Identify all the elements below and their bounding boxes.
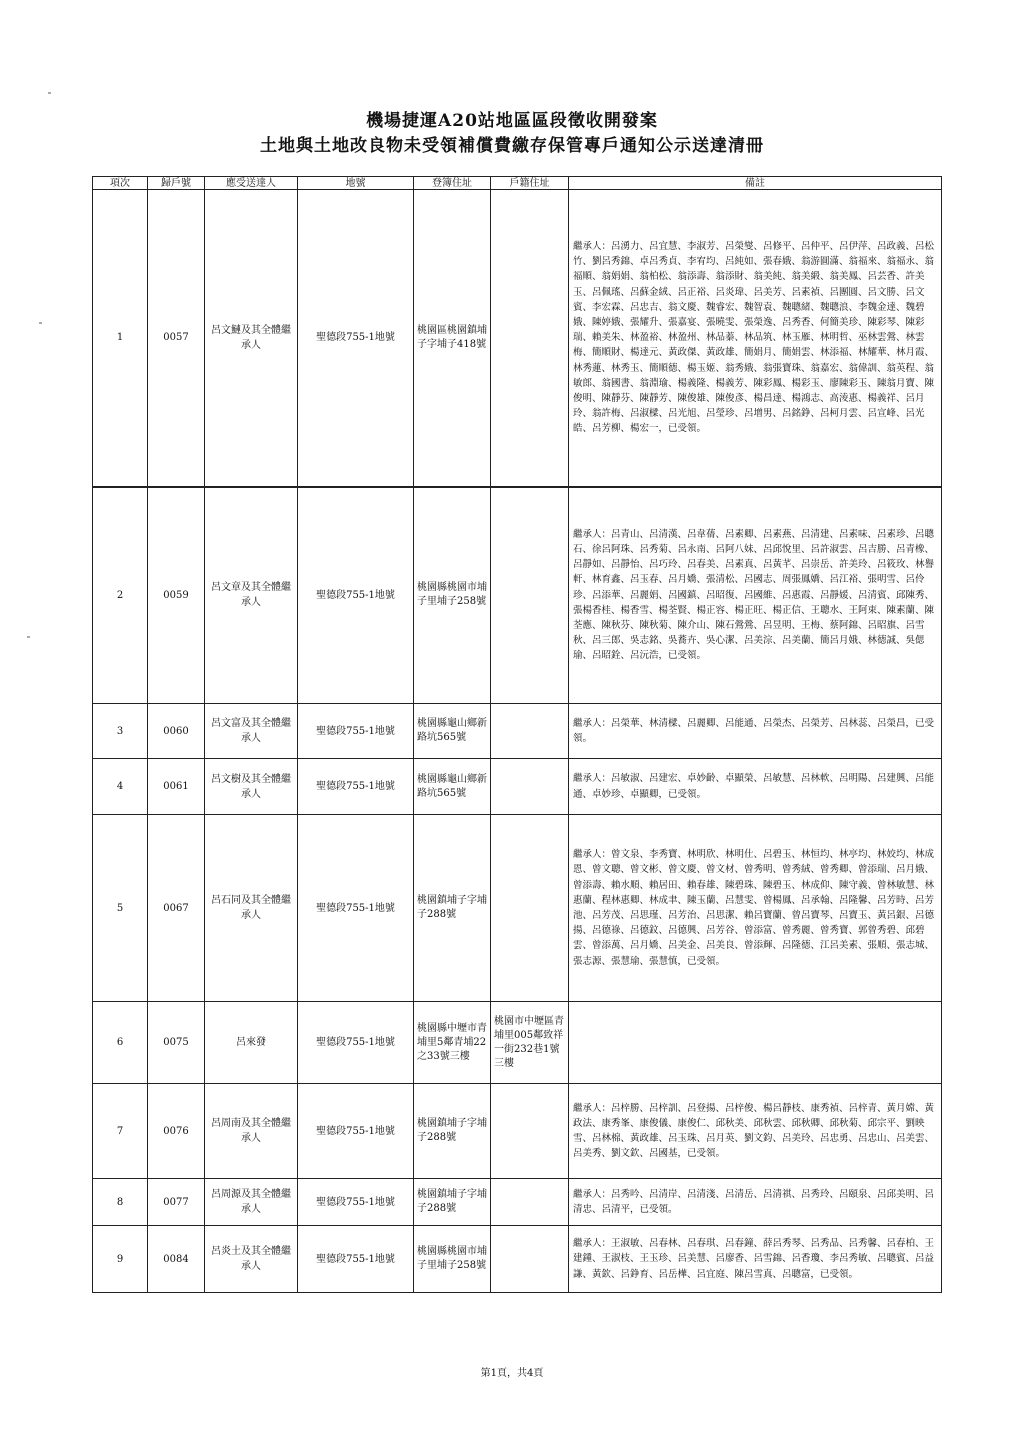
remarks: 繼承人：呂敏淑、呂建宏、卓妙齡、卓顯榮、呂敏慧、呂林軟、呂明陽、呂建興、呂能通、卓妙珍、卓顯卿，已受領。 (569, 759, 942, 815)
scan-speck (39, 322, 42, 324)
registered-address: 桃園鎮埔子字埔子288號 (414, 1084, 491, 1179)
item-no: 7 (93, 1084, 148, 1179)
recipient: 呂石同及其全體繼承人 (205, 815, 298, 1002)
household-address (491, 815, 569, 1002)
header-remarks: 備註 (569, 177, 942, 190)
table-row (93, 487, 942, 704)
remarks: 繼承人：呂湧力、呂宜慧、李淑芳、呂榮燮、呂修平、呂仲平、呂伊萍、呂政義、呂松竹、劉呂秀錦、卓呂秀貞、李宥均、呂純如、張春娥、翁游圓滿、翁福來、翁福永、翁福順、翁娟娟、翁柏松、翁添壽、翁添財、翁美純、翁美緞、翁美鳳、呂芸香、許美玉、呂佩瑤、呂蘇金絨、呂正裕、呂炎瑋、呂美芳、呂素禎、呂團圓、呂文勝、呂文賓、李宏霖、呂忠吉、翁文慶、魏睿宏、魏智袁、魏聰緒、魏聰浪、李魏金達、魏碧娥、陳婷娥、張耀升、張嘉宴、張曉雯、張榮逸、呂秀香、何簡美珍、陳彩琴、陳彩瑞、賴美朱、林盈裕、林盈州、林品蓁、林品筑、林玉雁、林明哲、巫林雲鶯、林雲梅、簡順財、楊達元、黃政傑、黃政雄、簡娟月、簡娟雲、林添福、林耀華、林月霞、林秀蓮、林秀玉、簡順德、楊玉姬、翁秀娥、翁張寶珠、翁嘉宏、翁偉訓、翁英程、翁敏郎、翁國書、翁淵瑜、楊義隆、楊義芳、陳彩鳳、楊彩玉、廖陳彩玉、陳翁月寶、陳俊明、陳靜芬、陳靜芳、陳俊雄、陳俊彥、楊昌達、楊鴻志、高淩惠、楊義祥、呂月玲、翁許梅、呂淑樑、呂光旭、呂瑩珍、呂增男、呂銘錚、呂柯月雲、呂宣峰、呂光皓、呂芳柳、楊宏一，已受領。 (569, 190, 942, 487)
recipient: 呂文富及其全體繼承人 (205, 704, 298, 759)
item-no: 1 (93, 190, 148, 487)
page-number: 第1頁，共4頁 (480, 1368, 544, 1379)
remarks: 繼承人：王淑敏、呂春林、呂春琪、呂春鐘、薛呂秀琴、呂秀品、呂秀馨、呂春柏、王建鍾、王淑枝、王玉珍、呂美慧、呂廖香、呂雪錦、呂香瓊、李呂秀敏、呂聰賓、呂益謙、黃欽、呂錚育、呂岳樺、呂宜庭、陳呂雪真、呂聰富，已受領。 (569, 1226, 942, 1293)
item-no: 6 (93, 1002, 148, 1084)
registered-address: 桃園縣龜山鄉新路坑565號 (414, 759, 491, 815)
parcel: 聖德段755-1地號 (298, 815, 414, 1002)
header-item-no: 項次 (93, 177, 148, 190)
item-no: 3 (93, 704, 148, 759)
delivery-register-table (92, 176, 942, 1293)
household-address (491, 759, 569, 815)
table-row (93, 1002, 942, 1084)
account-no: 0057 (148, 190, 205, 487)
household-address (491, 190, 569, 487)
registered-address: 桃園鎮埔子字埔子288號 (414, 1179, 491, 1226)
account-no: 0061 (148, 759, 205, 815)
household-address (491, 704, 569, 759)
recipient: 呂周南及其全體繼承人 (205, 1084, 298, 1179)
table-header-row (93, 177, 942, 190)
recipient: 呂文樹及其全體繼承人 (205, 759, 298, 815)
account-no: 0075 (148, 1002, 205, 1084)
scan-speck (48, 92, 51, 94)
recipient: 呂來發 (205, 1002, 298, 1084)
registered-address: 桃園縣中壢市青埔里5鄰青埔22之33號三樓 (414, 1002, 491, 1084)
parcel: 聖德段755-1地號 (298, 704, 414, 759)
header-parcel: 地號 (298, 177, 414, 190)
table-row (93, 704, 942, 759)
parcel: 聖德段755-1地號 (298, 1226, 414, 1293)
recipient: 呂周源及其全體繼承人 (205, 1179, 298, 1226)
parcel: 聖德段755-1地號 (298, 1179, 414, 1226)
account-no: 0076 (148, 1084, 205, 1179)
household-address (491, 487, 569, 704)
remarks: 繼承人：呂秀吟、呂清岸、呂清淺、呂清岳、呂清祺、呂秀玲、呂頤泉、呂邱美明、呂清忠、呂清平，已受領。 (569, 1179, 942, 1226)
header-household-address: 戶籍住址 (491, 177, 569, 190)
registered-address: 桃園鎮埔子字埔子288號 (414, 815, 491, 1002)
household-address (491, 1084, 569, 1179)
table-row (93, 1179, 942, 1226)
table-row (93, 190, 942, 487)
registered-address: 桃園縣桃園市埔子里埔子258號 (414, 487, 491, 704)
item-no: 8 (93, 1179, 148, 1226)
parcel: 聖德段755-1地號 (298, 1084, 414, 1179)
parcel: 聖德段755-1地號 (298, 759, 414, 815)
item-no: 5 (93, 815, 148, 1002)
parcel: 聖德段755-1地號 (298, 190, 414, 487)
item-no: 9 (93, 1226, 148, 1293)
header-recipient: 應受送達人 (205, 177, 298, 190)
remarks (569, 1002, 942, 1084)
account-no: 0084 (148, 1226, 205, 1293)
recipient: 呂文鰱及其全體繼承人 (205, 190, 298, 487)
account-no: 0060 (148, 704, 205, 759)
recipient: 呂炎土及其全體繼承人 (205, 1226, 298, 1293)
table-row (93, 815, 942, 1002)
household-address: 桃園市中壢區青埔里005鄰致祥一街232巷1號三樓 (491, 1002, 569, 1084)
parcel: 聖德段755-1地號 (298, 1002, 414, 1084)
document-subtitle: 土地與土地改良物未受領補償費繳存保管專戶通知公示送達清冊 (260, 136, 764, 156)
registered-address: 桃園縣龜山鄉新路坑565號 (414, 704, 491, 759)
document-title: 機場捷運A20站地區區段徵收開發案 (366, 111, 658, 131)
remarks: 繼承人：呂梓勝、呂梓訓、呂登揚、呂梓俊、楊呂靜枝、康秀禎、呂梓青、黃月嫦、黃政法、康秀峯、康俊儀、康俊仁、邱秋美、邱秋雲、邱秋卿、邱秋菊、邱宗平、劉映雪、呂林棉、黃政雄、呂玉珠、呂月英、劉文鈞、呂美玲、呂忠勇、呂忠山、呂美雲、呂美秀、劉文欽、呂國基，已受領。 (569, 1084, 942, 1179)
account-no: 0059 (148, 487, 205, 704)
table-row (93, 759, 942, 815)
remarks: 繼承人：呂青山、呂清漢、呂韋蒨、呂素卿、呂素燕、呂清建、呂素味、呂素珍、呂聰石、徐呂阿珠、呂秀菊、呂永南、呂阿八妹、呂邱悅里、呂許淑雲、呂吉勝、呂青橡、呂靜如、呂靜怡、呂巧玲、呂春美、呂素真、呂黃芊、呂崇岳、許美玲、呂筱玫、林譽軒、林育鑫、呂玉春、呂月嬌、張清松、呂國志、周張鳳嬌、呂江裕、張明雪、呂伶珍、呂添華、呂麗娟、呂國鎮、呂昭復、呂國維、呂惠霞、呂靜媛、呂清賓、邱陳秀、張楊香桂、楊香雪、楊荃賢、楊正容、楊正旺、楊正信、王聰水、王阿束、陳素蘭、陳荃應、陳秋芬、陳秋菊、陳介山、陳石鶯鶯、呂昱明、王梅、蔡阿錦、呂昭旗、呂雪秋、呂三郎、吳志銘、吳蕎卉、吳心潔、呂美淙、呂美蘭、簡呂月娥、林德誠、吳偲瑜、呂昭銓、呂沅浩，已受領。 (569, 487, 942, 704)
recipient: 呂文章及其全體繼承人 (205, 487, 298, 704)
registered-address: 桃園區桃園鎮埔子字埔子418號 (414, 190, 491, 487)
registered-address: 桃園縣桃園市埔子里埔子258號 (414, 1226, 491, 1293)
remarks: 繼承人：呂榮華、林清樑、呂麗卿、呂能通、呂榮杰、呂榮芳、呂林蕊、呂榮昌，已受領。 (569, 704, 942, 759)
household-address (491, 1179, 569, 1226)
item-no: 2 (93, 487, 148, 704)
account-no: 0077 (148, 1179, 205, 1226)
table-row (93, 1084, 942, 1179)
item-no: 4 (93, 759, 148, 815)
scan-speck (27, 636, 30, 638)
parcel: 聖德段755-1地號 (298, 487, 414, 704)
household-address (491, 1226, 569, 1293)
header-registered-address: 登簿住址 (414, 177, 491, 190)
header-account-no: 歸戶號 (148, 177, 205, 190)
remarks: 繼承人：曾文泉、李秀寶、林明欣、林明仕、呂碧玉、林恒均、林亭均、林姣均、林成恩、曾文聰、曾文彬、曾文慶、曾文材、曾秀明、曾秀絨、曾秀卿、曾添瑞、呂月娥、曾添壽、賴水順、賴居田、賴春雄、陳碧珠、陳碧玉、林成仰、陳守義、曾林敏慧、林惠蘭、程林惠卿、林成聿、陳玉蘭、呂慧雯、曾楊鳳、呂承翰、呂隆馨、呂芳時、呂芳池、呂芳茂、呂思瑾、呂芳治、呂思潔、賴呂寶蘭、曾呂寶琴、呂寶玉、黃呂銀、呂德揚、呂德祿、呂德鈫、呂德興、呂芳谷、曾添富、曾秀麗、曾秀寶、郭曾秀碧、邱碧雲、曾添萬、呂月嬌、呂美金、呂美良、曾添輝、呂隆德、江呂美素、張順、張志城、張志源、張慧瑜、張慧慎，已受領。 (569, 815, 942, 1002)
table-row (93, 1226, 942, 1293)
account-no: 0067 (148, 815, 205, 1002)
